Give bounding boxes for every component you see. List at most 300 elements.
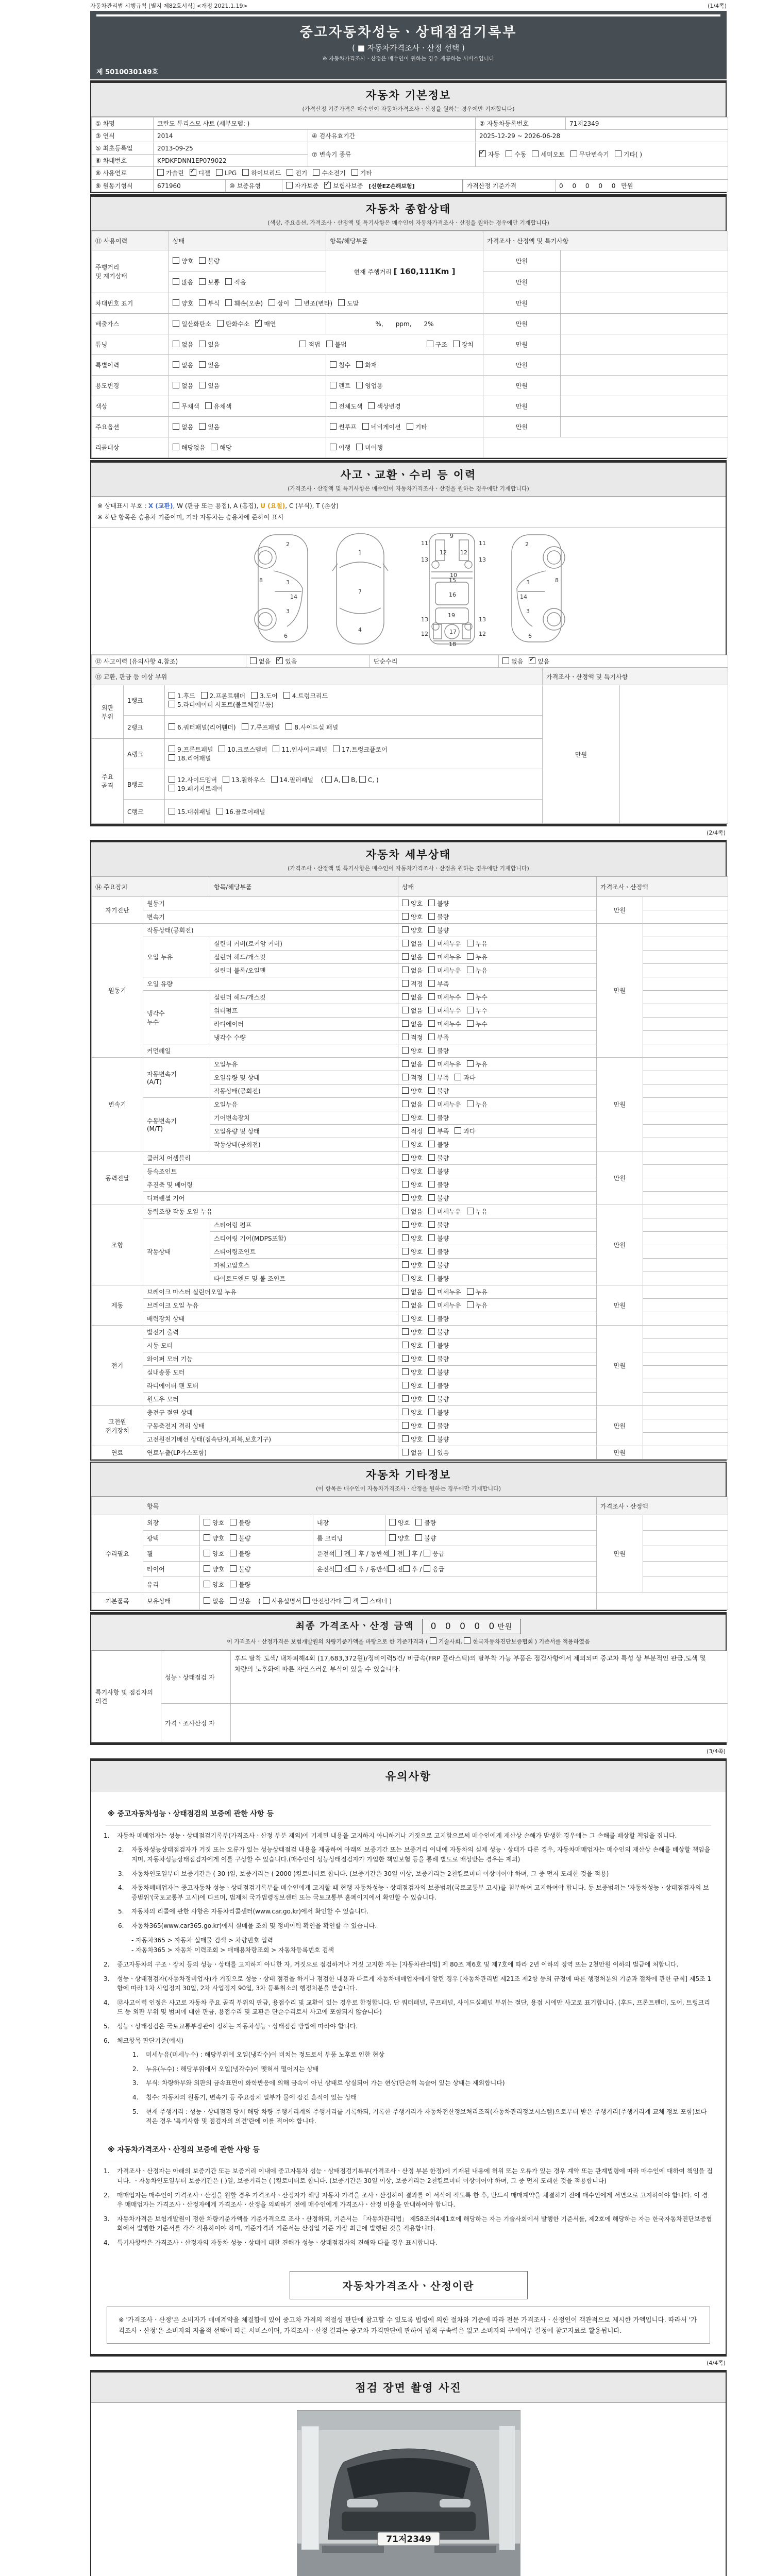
checkbox[interactable] xyxy=(428,1422,435,1429)
checkbox[interactable] xyxy=(250,657,257,664)
checkbox[interactable] xyxy=(271,776,278,783)
checkbox[interactable] xyxy=(368,402,375,409)
svg-text:3: 3 xyxy=(526,579,530,586)
checkbox[interactable] xyxy=(173,423,179,430)
checkbox[interactable] xyxy=(201,692,208,699)
checkbox[interactable] xyxy=(428,1194,435,1201)
table-row: 작동상태(공회전) 양호 불량 xyxy=(92,1138,728,1151)
option: 기타( ) xyxy=(615,151,642,158)
checkbox[interactable] xyxy=(402,1234,409,1241)
checkbox[interactable] xyxy=(402,1114,409,1121)
checkbox[interactable] xyxy=(455,1074,461,1080)
option: ✓ 매연 xyxy=(255,320,276,328)
checkbox[interactable] xyxy=(428,1167,435,1174)
field-label: 가격산정 기준가격 xyxy=(463,180,556,192)
checkbox[interactable] xyxy=(402,1328,409,1335)
checkbox[interactable] xyxy=(204,1519,210,1526)
checkbox[interactable] xyxy=(402,993,409,1000)
checkbox[interactable] xyxy=(467,1288,474,1295)
checkbox[interactable] xyxy=(402,1315,409,1321)
checkbox[interactable] xyxy=(216,169,223,176)
option: 불량 xyxy=(415,1519,436,1527)
checkbox[interactable] xyxy=(169,701,175,707)
svg-text:6: 6 xyxy=(283,633,288,640)
checkbox[interactable] xyxy=(286,182,293,189)
checkbox[interactable] xyxy=(285,723,292,730)
checkbox[interactable] xyxy=(230,1597,237,1604)
checkbox[interactable] xyxy=(428,1181,435,1188)
checkbox[interactable] xyxy=(169,776,175,783)
checkbox[interactable] xyxy=(428,1248,435,1255)
checkbox[interactable] xyxy=(169,745,175,752)
checkbox[interactable] xyxy=(428,926,435,933)
checkbox[interactable] xyxy=(428,1288,435,1295)
option: 불량 xyxy=(428,1114,449,1122)
option: 도말 xyxy=(338,300,359,307)
checkbox[interactable] xyxy=(169,808,175,815)
checkbox[interactable] xyxy=(356,382,363,388)
checkbox[interactable] xyxy=(467,993,474,1000)
checkbox[interactable] xyxy=(428,1114,435,1121)
checkbox[interactable] xyxy=(402,1181,409,1188)
checkbox[interactable] xyxy=(402,1449,409,1455)
option: 불량 xyxy=(428,1181,449,1189)
final-price-note: 이 가격조사ㆍ산정가격은 보험개발원의 차량기준가액을 바탕으로 한 기준가격과 ( 기술사회, 한국자동차진단보증협회 ) 기준서를 적용하였음 xyxy=(227,1638,590,1646)
checkbox[interactable] xyxy=(295,299,301,306)
checkbox[interactable] xyxy=(356,444,363,450)
checkbox[interactable] xyxy=(402,1100,409,1107)
checkbox[interactable] xyxy=(230,1565,237,1572)
checkbox[interactable] xyxy=(225,299,232,306)
option: 양호 xyxy=(402,1396,423,1403)
plate-number-value: 71저2349 xyxy=(566,117,728,130)
checkbox[interactable] xyxy=(415,1534,422,1541)
checkbox[interactable] xyxy=(428,1342,435,1348)
option: 불량 xyxy=(428,1422,449,1430)
checkbox[interactable] xyxy=(204,1534,210,1541)
checkbox[interactable] xyxy=(276,657,283,664)
checkbox[interactable] xyxy=(169,723,175,730)
car-damage-diagram xyxy=(91,528,726,655)
svg-text:10: 10 xyxy=(449,572,457,579)
checkbox[interactable] xyxy=(428,1127,435,1134)
checkbox[interactable] xyxy=(428,1033,435,1040)
checkbox[interactable] xyxy=(402,1422,409,1429)
checkbox[interactable] xyxy=(361,1597,367,1604)
checkbox[interactable] xyxy=(402,1221,409,1228)
checkbox[interactable] xyxy=(467,940,474,946)
checkbox[interactable] xyxy=(388,1550,395,1556)
checkbox[interactable] xyxy=(230,1550,237,1556)
checkbox[interactable] xyxy=(313,169,320,176)
checkbox[interactable] xyxy=(529,657,535,664)
table-row: 오일유량 및 상태 적정 부족 과다 xyxy=(92,1125,728,1138)
checkbox[interactable] xyxy=(303,1597,310,1604)
table-row: 실린더 헤드/개스킷 없음 미세누유 누유 xyxy=(92,951,728,964)
option: 양호 xyxy=(389,1535,410,1542)
checkbox[interactable] xyxy=(199,361,206,368)
checkbox[interactable] xyxy=(402,1020,409,1027)
checkbox[interactable] xyxy=(467,1020,474,1027)
simple-repair-label: 단순수리 xyxy=(370,655,499,668)
table-row: 항목 가격조사ㆍ산정액 xyxy=(92,1497,728,1515)
checkbox[interactable] xyxy=(333,745,340,752)
checkbox[interactable] xyxy=(570,150,577,157)
checkbox[interactable] xyxy=(199,423,206,430)
checkbox[interactable] xyxy=(335,1550,342,1556)
checkbox[interactable] xyxy=(402,1087,409,1094)
checkbox[interactable] xyxy=(402,967,409,973)
checkbox[interactable] xyxy=(362,423,369,430)
checkbox[interactable] xyxy=(173,444,179,450)
checkbox[interactable] xyxy=(330,444,337,450)
option: 누유 xyxy=(467,1208,488,1215)
table-row: 자기진단 원동기 양호 불량 만원 xyxy=(92,897,728,910)
option: 상이 xyxy=(268,300,289,307)
checkbox[interactable] xyxy=(205,402,212,409)
checkbox[interactable] xyxy=(403,1565,410,1572)
checkbox[interactable] xyxy=(428,1234,435,1241)
checkbox[interactable] xyxy=(211,444,217,450)
checkbox[interactable] xyxy=(219,745,225,752)
checkbox[interactable] xyxy=(204,1597,210,1604)
checkbox[interactable] xyxy=(216,808,223,815)
option: 없음 xyxy=(402,1007,423,1014)
checkbox[interactable] xyxy=(199,299,206,306)
checkbox[interactable] xyxy=(324,182,331,189)
option: 화재 xyxy=(356,362,377,369)
svg-text:19: 19 xyxy=(447,612,455,619)
checkbox[interactable] xyxy=(268,299,275,306)
checkbox[interactable] xyxy=(402,1261,409,1268)
checkbox[interactable] xyxy=(217,320,224,327)
checkbox[interactable] xyxy=(402,926,409,933)
table-row: 디퍼렌셜 기어 양호 불량 xyxy=(92,1192,728,1205)
option: 불량 xyxy=(428,1141,449,1148)
checkbox[interactable] xyxy=(351,169,358,176)
notice-subitem: 1. 미세누유(미세누수) : 해당부위에 오일(냉각수)이 비치는 정도로서 부품 노후로 인한 현상 xyxy=(132,2051,384,2059)
detail-subtitle: (가격조사ㆍ산정액 및 특기사항은 매수인이 자동차가격조사ㆍ산정을 원하는 경우에만 기재합니다) xyxy=(288,865,529,872)
option: 있음 xyxy=(199,362,220,369)
checkbox[interactable] xyxy=(428,1409,435,1415)
checkbox[interactable] xyxy=(428,1382,435,1388)
checkbox[interactable] xyxy=(430,1637,436,1644)
option: 없음 xyxy=(402,1061,423,1068)
option: 과다 xyxy=(455,1128,475,1135)
option: 누유 xyxy=(467,1061,488,1068)
checkbox[interactable] xyxy=(428,1087,435,1094)
checkbox[interactable] xyxy=(169,785,175,791)
checkbox[interactable] xyxy=(467,1100,474,1107)
checkbox[interactable] xyxy=(330,423,337,430)
checkbox[interactable] xyxy=(428,1074,435,1080)
checkbox[interactable] xyxy=(190,169,196,176)
checkbox[interactable] xyxy=(169,754,175,761)
checkbox[interactable] xyxy=(428,1154,435,1161)
report-sheet xyxy=(90,0,727,2576)
checkbox[interactable] xyxy=(199,278,206,285)
checkbox[interactable] xyxy=(428,1020,435,1027)
report-title: 중고자동차성능ㆍ상태점검기록부 xyxy=(299,25,517,40)
option: 미세누수 xyxy=(428,994,461,1001)
checkbox[interactable] xyxy=(615,150,621,157)
checkbox[interactable] xyxy=(230,1581,237,1587)
checkbox[interactable] xyxy=(389,1519,396,1526)
checkbox[interactable] xyxy=(402,1248,409,1255)
checkbox[interactable] xyxy=(467,953,474,960)
svg-text:7: 7 xyxy=(358,588,362,596)
option: 양호 xyxy=(204,1519,224,1527)
checkbox[interactable] xyxy=(428,1007,435,1013)
checkbox[interactable] xyxy=(173,257,179,264)
checkbox[interactable] xyxy=(242,169,249,176)
checkbox[interactable] xyxy=(204,1565,210,1572)
checkbox[interactable] xyxy=(428,1141,435,1147)
section-accident-history xyxy=(90,460,727,826)
svg-text:1: 1 xyxy=(358,549,362,556)
checkbox[interactable] xyxy=(402,1167,409,1174)
checkbox[interactable] xyxy=(335,1565,342,1572)
checkbox[interactable] xyxy=(402,1368,409,1375)
field-label: ① 차명 xyxy=(92,117,154,130)
checkbox[interactable] xyxy=(349,1565,356,1572)
checkbox[interactable] xyxy=(428,1395,435,1402)
checkbox[interactable] xyxy=(325,776,332,783)
checkbox[interactable] xyxy=(388,1565,395,1572)
checkbox[interactable] xyxy=(532,150,539,157)
checkbox[interactable] xyxy=(223,776,229,783)
table-row: 주행거리 및 계기상태 양호 불량 현재 주행거리 [ 160,111Km ] 만원 xyxy=(92,250,728,272)
table-row: 원동기 작동상태(공회전) 양호 불량 만원 xyxy=(92,924,728,937)
section-final-price xyxy=(90,1612,727,1745)
option: 불량 xyxy=(428,913,449,921)
checkbox[interactable] xyxy=(402,1355,409,1362)
section-overall-state xyxy=(90,194,727,459)
table-row: 스티어링 기어(MDPS포함) 양호 불량 xyxy=(92,1232,728,1245)
checkbox[interactable] xyxy=(424,1565,430,1572)
table-row: 추진축 및 베어링 양호 불량 xyxy=(92,1178,728,1192)
table-row: 브레이크 오일 누유 없음 미세누유 누유 xyxy=(92,1299,728,1312)
checkbox[interactable] xyxy=(428,1100,435,1107)
page-marker-3: (3/4쪽) xyxy=(707,1748,726,1755)
checkbox[interactable] xyxy=(402,1007,409,1013)
checkbox[interactable] xyxy=(402,1141,409,1147)
checkbox[interactable] xyxy=(204,1550,210,1556)
checkbox[interactable] xyxy=(402,1208,409,1214)
checkbox[interactable] xyxy=(173,361,179,368)
first-registration-value: 2013-09-25 xyxy=(154,142,308,155)
basic-info-title: 자동차 기본정보 xyxy=(365,89,451,101)
checkbox[interactable] xyxy=(402,1288,409,1295)
checkbox[interactable] xyxy=(199,341,206,347)
checkbox[interactable] xyxy=(402,1127,409,1134)
checkbox[interactable] xyxy=(467,1007,474,1013)
detail-band xyxy=(91,842,726,876)
checkbox[interactable] xyxy=(402,1435,409,1442)
svg-text:12: 12 xyxy=(460,549,467,556)
checkbox[interactable] xyxy=(173,299,179,306)
checkbox[interactable] xyxy=(330,382,337,388)
checkbox[interactable] xyxy=(402,900,409,906)
checkbox[interactable] xyxy=(287,169,293,176)
option: 불량 xyxy=(428,1195,449,1202)
checkbox[interactable] xyxy=(428,980,435,987)
checkbox[interactable] xyxy=(467,967,474,973)
checkbox[interactable] xyxy=(273,745,279,752)
checkbox[interactable] xyxy=(402,913,409,920)
table-row: 수동변속기 (M/T) 오일누유 없음 미세누유 누유 xyxy=(92,1098,728,1111)
checkbox[interactable] xyxy=(173,341,179,347)
option: 누수 xyxy=(467,1007,488,1014)
option: 양호 xyxy=(204,1581,224,1588)
checkbox[interactable] xyxy=(157,169,164,176)
checkbox[interactable] xyxy=(403,1550,410,1556)
option: 양호 xyxy=(204,1566,224,1573)
notices-content xyxy=(91,1791,726,2261)
checkbox[interactable] xyxy=(338,299,345,306)
option: 양호 xyxy=(204,1550,224,1557)
checkbox[interactable] xyxy=(204,1581,210,1587)
checkbox[interactable] xyxy=(428,1315,435,1321)
notice-section-head: ※ 자동차가격조사ㆍ산정의 보증에 관한 사항 등 xyxy=(106,2140,711,2162)
checkbox[interactable] xyxy=(467,1301,474,1308)
checkbox[interactable] xyxy=(453,341,460,347)
checkbox[interactable] xyxy=(464,1637,470,1644)
checkbox[interactable] xyxy=(299,341,306,347)
option: 불량 xyxy=(428,1315,449,1323)
notice-item: 5. 자동차의 리콜에 관한 사항은 자동차리콜센터(www.car.go.kr)에서 확인할 수 있습니다. xyxy=(118,1908,369,1916)
vin-value: KPDKFDNN1EP079022 xyxy=(154,155,308,167)
checkbox[interactable] xyxy=(407,423,413,430)
checkbox[interactable] xyxy=(427,341,433,347)
option: 장치 xyxy=(453,341,474,348)
checkbox[interactable] xyxy=(402,1060,409,1067)
checkbox[interactable] xyxy=(428,1435,435,1442)
section-notices xyxy=(90,1758,727,2357)
checkbox[interactable] xyxy=(428,1221,435,1228)
checkbox[interactable] xyxy=(428,1275,435,1281)
checkbox[interactable] xyxy=(344,1597,350,1604)
option: 무단변속기 xyxy=(570,151,609,158)
checkbox[interactable] xyxy=(402,1033,409,1040)
checkbox[interactable] xyxy=(402,1301,409,1308)
checkbox[interactable] xyxy=(428,1449,435,1455)
checkbox[interactable] xyxy=(349,1550,356,1556)
checkbox[interactable] xyxy=(330,402,337,409)
checkbox[interactable] xyxy=(415,1519,422,1526)
checkbox[interactable] xyxy=(428,913,435,920)
checkbox[interactable] xyxy=(402,1382,409,1388)
checkbox[interactable] xyxy=(428,1355,435,1362)
checkbox[interactable] xyxy=(428,1208,435,1214)
option: 색상변경 xyxy=(368,403,400,410)
checkbox[interactable] xyxy=(356,361,363,368)
checkbox[interactable] xyxy=(455,1127,461,1134)
checkbox[interactable] xyxy=(402,1074,409,1080)
option: 썬루프 xyxy=(330,423,357,431)
checkbox[interactable] xyxy=(199,382,206,388)
checkbox[interactable] xyxy=(467,1208,474,1214)
checkbox[interactable] xyxy=(467,1060,474,1067)
checkbox[interactable] xyxy=(402,1275,409,1281)
table-row: 휠 양호 불량 운전석 전 후 / 동반석 전 후 / 응급 xyxy=(92,1546,728,1562)
option: 불량 xyxy=(428,1436,449,1443)
checkbox[interactable] xyxy=(283,692,290,699)
checkbox[interactable] xyxy=(342,776,349,783)
option: 누수 xyxy=(467,1021,488,1028)
table-row: 튜닝 없음 있음 적법 불법 구조 장치 만원 xyxy=(92,334,728,355)
checkbox[interactable] xyxy=(359,776,366,783)
option: 양호 xyxy=(402,1222,423,1229)
checkbox[interactable] xyxy=(402,1409,409,1415)
table-row: C랭크 15.대쉬패널 16.플로어패널 xyxy=(92,800,728,824)
checkbox[interactable] xyxy=(173,382,179,388)
checkbox[interactable] xyxy=(263,1597,270,1604)
table-row: 제동 브레이크 마스터 실린더오일 누유 없음 미세누유 누유 만원 xyxy=(92,1285,728,1299)
checkbox[interactable] xyxy=(402,1047,409,1054)
checkbox[interactable] xyxy=(506,150,512,157)
checkbox[interactable] xyxy=(428,1301,435,1308)
option: 유채색 xyxy=(205,403,232,410)
checkbox[interactable] xyxy=(230,1534,237,1541)
checkbox[interactable] xyxy=(428,1261,435,1268)
checkbox[interactable] xyxy=(330,361,337,368)
checkbox[interactable] xyxy=(230,1519,237,1526)
checkbox[interactable] xyxy=(225,278,232,285)
checkbox[interactable] xyxy=(251,692,258,699)
checkbox[interactable] xyxy=(402,1342,409,1348)
checkbox[interactable] xyxy=(402,953,409,960)
checkbox[interactable] xyxy=(428,1328,435,1335)
svg-text:11: 11 xyxy=(421,540,428,547)
final-price-value: 0 0 0 0 0만원 xyxy=(422,1619,522,1634)
checkbox[interactable] xyxy=(242,723,248,730)
checkbox[interactable] xyxy=(173,320,179,327)
checkbox[interactable] xyxy=(428,1047,435,1054)
checkbox[interactable] xyxy=(502,657,509,664)
checkbox[interactable] xyxy=(326,341,333,347)
table-row: 변속기 자동변속기 (A/T) 오일누유 없음 미세누유 누유 만원 xyxy=(92,1058,728,1071)
checkbox[interactable] xyxy=(402,1194,409,1201)
checkbox[interactable] xyxy=(428,953,435,960)
checkbox[interactable] xyxy=(199,257,206,264)
checkbox[interactable] xyxy=(428,900,435,906)
checkbox[interactable] xyxy=(389,1534,396,1541)
checkbox[interactable] xyxy=(169,692,175,699)
checkbox[interactable] xyxy=(428,993,435,1000)
checkbox[interactable] xyxy=(428,1368,435,1375)
checkbox[interactable] xyxy=(402,980,409,987)
option: 전기 xyxy=(287,170,307,177)
svg-text:3: 3 xyxy=(285,579,290,586)
checkbox[interactable] xyxy=(173,402,179,409)
checkbox[interactable] xyxy=(479,150,486,157)
checkbox[interactable] xyxy=(402,1154,409,1161)
checkbox[interactable] xyxy=(424,1550,430,1556)
table-row xyxy=(92,1704,728,1742)
option: 누유 xyxy=(467,1302,488,1309)
checkbox[interactable] xyxy=(428,1060,435,1067)
checkbox[interactable] xyxy=(402,1395,409,1402)
checkbox[interactable] xyxy=(255,320,262,327)
checkbox[interactable] xyxy=(428,967,435,973)
checkbox[interactable] xyxy=(173,278,179,285)
table-row: 냉각수 누수 실린더 헤드/개스킷 없음 미세누수 누수 xyxy=(92,991,728,1004)
checkbox[interactable] xyxy=(402,940,409,946)
checkbox[interactable] xyxy=(428,940,435,946)
svg-text:13: 13 xyxy=(421,556,428,564)
option: 없음 xyxy=(250,658,271,665)
